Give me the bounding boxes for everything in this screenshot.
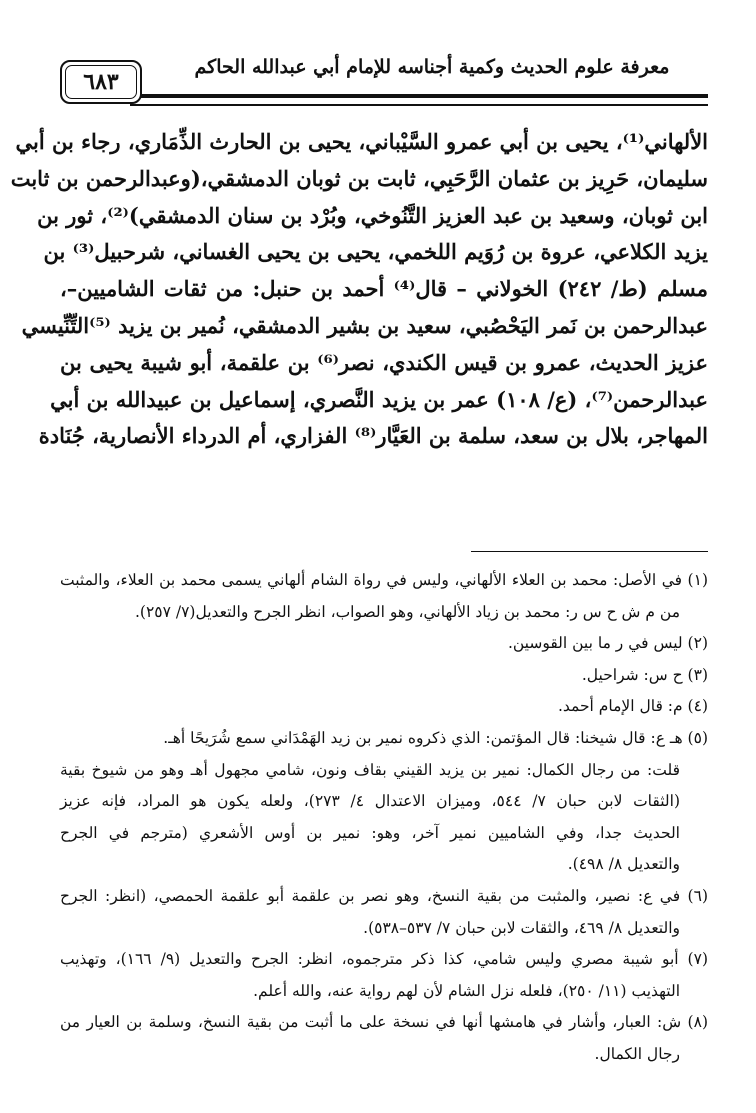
footnote-line: (١) في الأصل: محمد بن العلاء الألهاني، وليس في رواة الشام ألهاني يسمى محمد بن العلاء، والمثبت: [60, 571, 708, 589]
footnote-line: الحديث جدا، وفي الشاميين نمير آخر، وهو: نمير بن أوس الأشعري (مترجم في الجرح: [60, 823, 680, 842]
footnote-line: (الثقات لابن حبان ٧/ ٥٤٤، وميزان الاعتدال ٤/ ٢٧٣)، ولعله يكون هو المراد، فإنه عزيز: [60, 792, 680, 811]
footnote-line: (٢) ليس في ر ما بين القوسين.: [507, 634, 708, 653]
footnote-line: رجال الكمال.: [594, 1044, 680, 1063]
header-rule: [130, 94, 708, 106]
footnote-line: من م ش ح س ر: محمد بن زياد الألهاني، وهو الصواب، انظر الجرح والتعديل(٧/ ٢٥٧).: [134, 602, 680, 621]
page-header: [60, 50, 708, 106]
footnote-line: (٤) م: قال الإمام أحمد.: [557, 697, 708, 716]
footnote-line: والتعديل ٨/ ٤٩٨).: [567, 855, 680, 874]
footnote-line: (٦) في ع: نصير، والمثبت من بقية النسخ، وهو نصر بن علقمة أبو علقمة الحمصي، (انظر: الجرح: [60, 886, 708, 905]
footnote-divider: [471, 551, 708, 552]
main-text: [10, 124, 708, 455]
footnote-line: (٥) هـ ع: قال شيخنا: قال المؤتمن: الذي ذكروه نمير بن زيد الهَمْدَاني سمع شُرَيحًا أهـ.: [163, 728, 708, 747]
footnote-line: (٨) ش: العبار، وأشار في هامشها أنها في نسخة على ما أثبت من بقية النسخ، وسلمة بن العيار من: [60, 1013, 708, 1032]
footnote-line: قلت: من رجال الكمال: نمير بن يزيد القيني بقاف ونون، شامي مجهول أهـ وهو من شيوخ بقية: [60, 760, 680, 779]
footnotes: [60, 565, 708, 1071]
main-text-line: عبدالرحمن بن نَمر اليَحْصُبي، سعيد بن بشير الدمشقي، نُمير بن يزيد ⁽⁵⁾التِّنِّيسي: [21, 312, 708, 338]
footnote-line: (٧) أبو شيبة مصري وليس شامي، كذا ذكر مترجموه، انظر: الجرح والتعديل (٩/ ١٦٦)، وتهذيب: [60, 950, 708, 969]
running-title: معرفة علوم الحديث وكمية أجناسه للإمام أبي عبدالله الحاكم: [194, 56, 670, 78]
main-text-line: يزيد الكلاعي، عروة بن رُوَيم اللخمي، يحيى بن يحيى الغساني، شرحبيل⁽³⁾ بن: [43, 239, 708, 265]
main-text-line: عزيز الحديث، عمرو بن قيس الكندي، نصر⁽⁶⁾ بن علقمة، أبو شيبة يحيى بن: [60, 349, 708, 375]
main-text-line: الألهاني⁽¹⁾، يحيى بن أبي عمرو السَّيْباني، يحيى بن الحارث الذِّمَاري، رجاء بن أبي: [15, 129, 708, 154]
main-text-line: ابن ثوبان، وسعيد بن عبد العزيز التَّنُوخي، وبُرْد بن سنان الدمشقي)⁽²⁾، ثور بن: [37, 202, 708, 228]
page-number-badge: ٦٨٣: [60, 60, 142, 104]
footnote-line: التهذيب (١١/ ٢٥٠)، فلعله نزل الشام لأن لهم رواية عنه، والله أعلم.: [253, 981, 680, 1000]
main-text-line: عبدالرحمن⁽⁷⁾، (ع/ ١٠٨) عمر بن يزيد النَّصري، إسماعيل بن عبيدالله بن أبي: [50, 386, 708, 412]
main-text-line: المهاجر، بلال بن سعد، سلمة بن العَيَّار⁽⁸⁾ الفزاري، أم الدرداء الأنصارية، جُنَادة: [38, 423, 708, 449]
main-text-line: مسلم (ط/ ٢٤٢) الخولاني – قال⁽⁴⁾ أحمد بن حنبل: من ثقات الشاميين–،: [60, 276, 708, 302]
footnote-line: (٣) ح س: شراحيل.: [581, 665, 708, 684]
main-text-line: سليمان، حَرِيز بن عثمان الرَّحَبِي، ثابت بن ثوبان الدمشقي،(وعبدالرحمن بن ثابت: [10, 165, 708, 191]
footnote-line: والتعديل ٨/ ٤٦٩، والثقات لابن حبان ٧/ ٥٣٧–٥٣٨).: [363, 918, 680, 937]
